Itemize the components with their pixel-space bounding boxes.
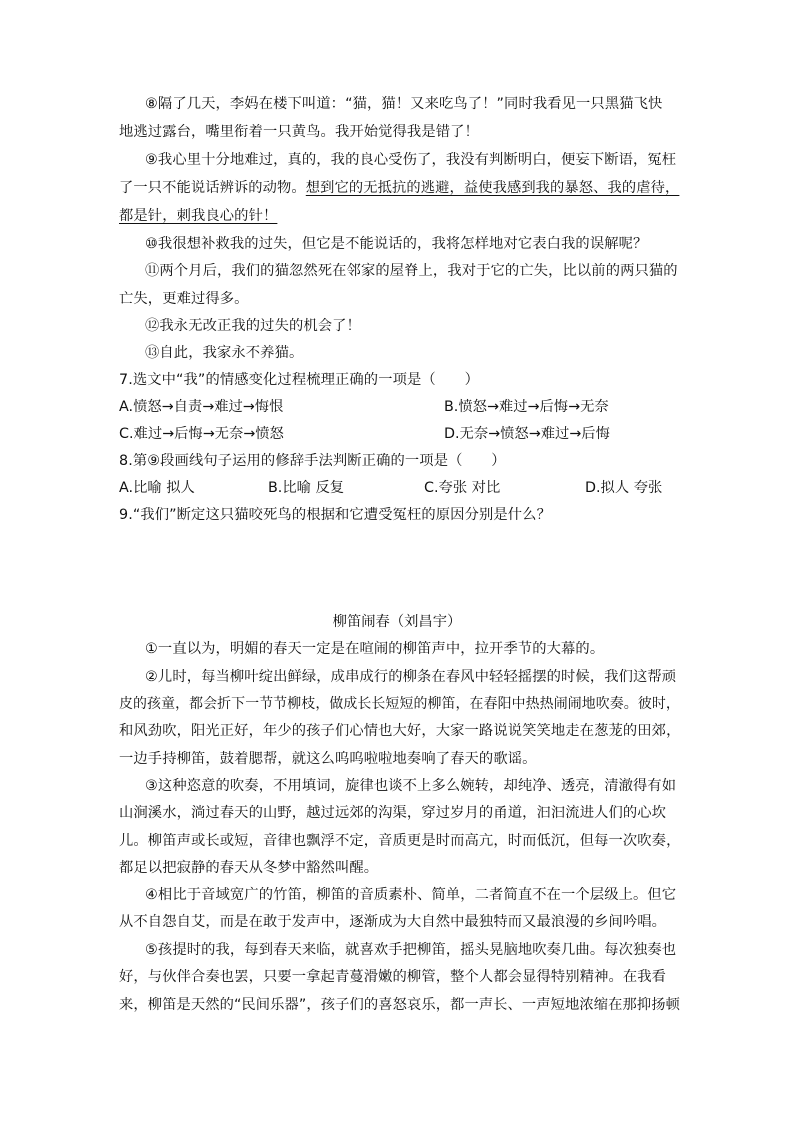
- paragraph-11-line-1: ⑪两个月后，我们的猫忽然死在邻家的屋脊上，我对于它的亡失，比以前的两只猫的: [145, 263, 678, 279]
- passage-title: 柳笛闹春（刘昌宇）: [332, 614, 462, 630]
- underlined-sentence-end: 都是针，刺我良心的针！: [119, 208, 278, 224]
- paragraph-5-line-2: 好，与伙伴合奏也罢，只要一拿起青蔓滑嫩的柳管，整个人都会显得特别精神。在我看: [119, 969, 667, 985]
- question-8-option-a: A.比喻 拟人: [119, 480, 195, 496]
- question-8-option-c: C.夸张 对比: [424, 480, 501, 496]
- paragraph-3-line-3: 儿。柳笛声或长或短，音律也飘浮不定，音质更是时而高亢，时而低沉，但每一次吹奏，: [119, 833, 681, 849]
- question-7-option-b: B.愤怒→难过→后悔→无奈: [444, 399, 609, 415]
- question-7-stem: 7.选文中“我”的情感变化过程梳理正确的一项是（ ）: [119, 372, 479, 388]
- paragraph-8-line-2: 地逃过露台，嘴里衔着一只黄鸟。我开始觉得我是错了！: [119, 124, 479, 140]
- paragraph-4-line-1: ④相比于音域宽广的竹笛，柳笛的音质素朴、简单，二者简直不在一个层级上。但它: [145, 887, 677, 903]
- question-7-option-c: C.难过→后悔→无奈→愤怒: [119, 426, 284, 442]
- paragraph-12: ⑫我永无改正我的过失的机会了！: [145, 318, 361, 334]
- question-8-option-d: D.拟人 夸张: [585, 480, 663, 496]
- question-9-stem: 9.“我们”断定这只猫咬死鸟的根据和它遭受冤枉的原因分别是什么？: [119, 507, 551, 523]
- paragraph-3-line-2: 山涧溪水，淌过春天的山野，越过远郊的沟渠，穿过岁月的甬道，汩汩流进人们的心坎: [119, 805, 667, 821]
- paragraph-13: ⑬自此，我家永不养猫。: [145, 345, 304, 361]
- paragraph-3-line-4: 都足以把寂静的春天从冬梦中豁然叫醒。: [119, 860, 379, 876]
- question-7-option-d: D.无奈→愤怒→难过→后悔: [444, 426, 610, 442]
- paragraph-9-text: 了一只不能说话辨诉的动物。: [119, 180, 306, 196]
- paragraph-2-line-1: ②儿时，每当柳叶绽出鲜绿，成串成行的柳条在春风中轻轻摇摆的时候，我们这帮顽: [145, 669, 677, 685]
- paragraph-11-line-2: 亡失，更难过得多。: [119, 291, 249, 307]
- paragraph-5-line-1: ⑤孩提时的我，每到春天来临，就喜欢手把柳笛，摇头晃脑地吹奏几曲。每次独奏也: [145, 942, 677, 958]
- paragraph-9-line-1: ⑨我心里十分地难过，真的，我的良心受伤了，我没有判断明白，便妄下断语，冤枉: [145, 152, 677, 168]
- question-8-option-b: B.比喻 反复: [268, 480, 345, 496]
- paragraph-10: ⑩我很想补救我的过失，但它是不能说话的，我将怎样地对它表白我的误解呢？: [145, 236, 648, 252]
- paragraph-3-line-1: ③这种恣意的吹奏，不用填词，旋律也谈不上多么婉转，却纯净、透亮，清澈得有如: [145, 778, 677, 794]
- paragraph-2-line-4: 一边手持柳笛，鼓着腮帮，就这么呜呜啦啦地奏响了春天的歌谣。: [119, 751, 537, 767]
- paragraph-5-line-3: 来，柳笛是天然的“民间乐器”，孩子们的喜怒哀乐，都一声长、一声短地浓缩在那抑扬顿: [119, 997, 680, 1013]
- paragraph-2-line-3: 和风劲吹，阳光正好，年少的孩子们心情也大好，大家一路说说笑笑地走在葱茏的田郊，: [119, 723, 681, 739]
- paragraph-9-line-2: [119, 178, 679, 198]
- paragraph-2-line-2: 皮的孩童，都会折下一节节柳枝，做成长长短短的柳笛，在春阳中热热闹闹地吹奏。彼时，: [119, 696, 680, 712]
- underlined-sentence: 想到它的无抵抗的逃避，益使我感到我的暴怒、我的虐待，: [305, 180, 680, 196]
- paragraph-4-line-2: 从不自怨自艾，而是在敢于发声中，逐渐成为大自然中最独特而又最浪漫的乡间吟唱。: [119, 914, 667, 930]
- paragraph-8-line-1: ⑧隔了几天，李妈在楼下叫道：“猫，猫！又来吃鸟了！”同时我看见一只黑猫飞快: [145, 96, 663, 112]
- question-8-stem: 8.第⑨段画线句子运用的修辞手法判断正确的一项是（ ）: [119, 453, 506, 469]
- question-7-option-a: A.愤怒→自责→难过→悔恨: [119, 399, 284, 415]
- paragraph-1: ①一直以为，明媚的春天一定是在喧闹的柳笛声中，拉开季节的大幕的。: [145, 641, 605, 657]
